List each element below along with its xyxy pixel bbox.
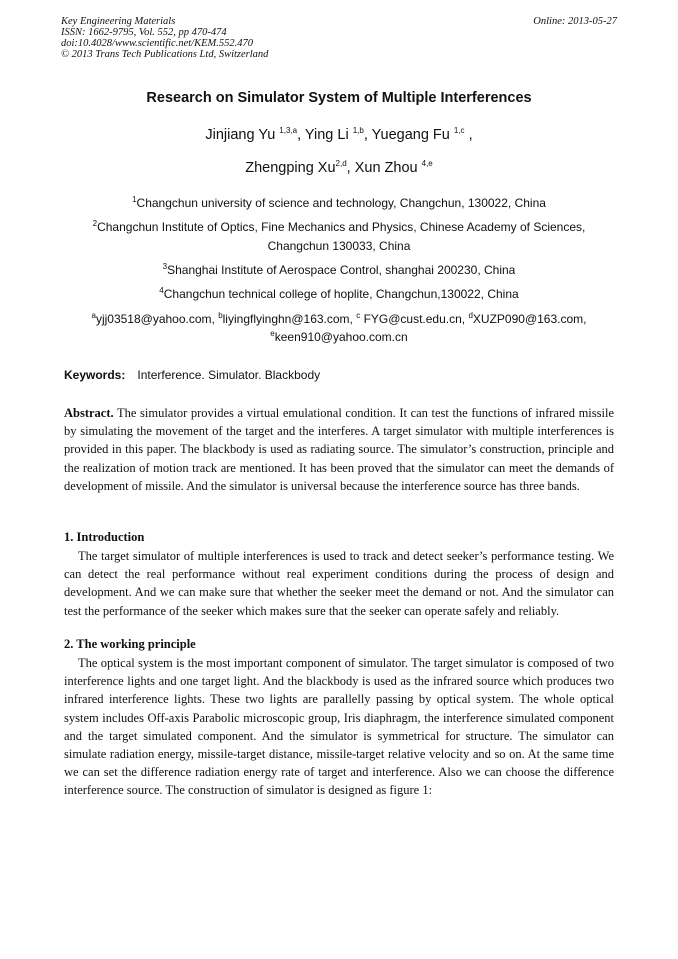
author-name: Jinjiang Yu (205, 127, 280, 143)
keywords-label: Keywords: (64, 368, 126, 382)
author-separator: , (464, 127, 473, 143)
journal-header (61, 16, 268, 60)
email-sup: b (218, 311, 223, 320)
email-sup: e (270, 329, 275, 338)
author-line-1 (0, 127, 678, 143)
email-line-1 (0, 310, 678, 329)
author-name: , Yuegang Fu (363, 127, 454, 143)
abstract (64, 404, 614, 495)
abstract-label: Abstract. (64, 406, 114, 420)
affiliation-text: Changchun Institute of Optics, Fine Mechanics and Physics, Chinese Academy of Sciences, (97, 220, 586, 234)
author-name: , Xun Zhou (346, 160, 422, 176)
affiliation-text: Changchun technical college of hoplite, Changchun,130022, China (163, 287, 519, 301)
email-sup: c (356, 311, 361, 320)
journal-name: Key Engineering Materials (61, 16, 176, 27)
email-sup: d (468, 311, 473, 320)
affiliation-text-cont: Changchun 130033, China (267, 239, 411, 253)
doi-line: doi:10.4028/www.scientific.net/KEM.552.470 (61, 38, 253, 49)
affiliation-sup: 4 (159, 286, 164, 295)
section-heading-introduction: 1. Introduction (64, 530, 145, 544)
copyright-line: © 2013 Trans Tech Publications Ltd, Switzerland (61, 49, 269, 60)
author-sup: 1,3,a (279, 126, 298, 136)
affiliation-1 (0, 194, 678, 213)
affiliation-sup: 1 (132, 195, 137, 204)
author-sup: 2,d (335, 159, 347, 169)
abstract-text: The simulator provides a virtual emulational condition. It can test the functions of infrared missile by simulating the movement of the target and the interferes. A target simulator with multiple interferences is provided in this paper. The blackbody is used as radiating source. The simulator’s construction, principle and the realization of motion track are mentioned. It has been proved that the simulator can meet the demands of development of missile. And the simulator is universal because the interference source has three bands. (64, 406, 614, 493)
affiliation-text: Changchun university of science and technology, Changchun, 130022, China (136, 196, 546, 210)
email-line-2 (0, 328, 678, 347)
email-address: keen910@yahoo.com.cn (274, 330, 408, 344)
author-sup: 4,e (421, 159, 433, 169)
section-heading-working-principle: 2. The working principle (64, 637, 196, 651)
affiliation-2 (0, 218, 678, 256)
affiliation-3 (0, 261, 678, 280)
author-sup: 1,b (352, 126, 364, 136)
author-name: Zhengping Xu (245, 160, 336, 176)
email-address: liyingflyinghn@163.com, (222, 312, 357, 326)
section-text-introduction: The target simulator of multiple interferences is used to track and detect seeker’s performance testing. We can detect the real performance without real experiment conditions during the process of design and development. And we can make sure that whether the seeker meet the demand or not. And the simulator can test the performance of the seeker which makes sure that the seeker can operate safely and reliably. (64, 549, 614, 618)
keywords (64, 368, 320, 382)
affiliation-4 (0, 285, 678, 304)
email-address: FYG@cust.edu.cn, (360, 312, 469, 326)
affiliation-sup: 2 (92, 219, 98, 228)
paper-title: Research on Simulator System of Multiple Interferences (146, 90, 532, 106)
issn-line: ISSN: 1662-9795, Vol. 552, pp 470-474 (61, 27, 227, 38)
email-address: XUZP090@163.com, (472, 312, 587, 326)
affiliation-sup: 3 (162, 262, 168, 271)
section-text-working-principle: The optical system is the most important component of simulator. The target simulator is composed of two interference lights and one target light. And the blackbody is used as the infrared source which produces two infrared interference lights. These two lights are parallelly passing by optical system. The whole optical system includes Off-axis Parabolic microscopic group, Iris diaphragm, the interference simulated component and the target simulated component. And the simulator is symmetrical for structure. The simulator can simulate radiation energy, missile-target distance, missile-target relative velocity and so on. At the same time we can set the difference radiation energy rate of target and interference. Also we can choose the difference interference source. The construction of simulator is designed as figure 1: (64, 656, 614, 798)
online-date: Online: 2013-05-27 (533, 16, 617, 27)
affiliation-text: Shanghai Institute of Aerospace Control, shanghai 200230, China (167, 263, 516, 277)
author-sup: 1,c (453, 126, 465, 136)
email-address: yjj03518@yahoo.com, (95, 312, 219, 326)
author-line-2 (0, 160, 678, 176)
author-name: , Ying Li (297, 127, 353, 143)
email-sup: a (91, 311, 96, 320)
keywords-text: Interference. Simulator. Blackbody (137, 368, 321, 382)
